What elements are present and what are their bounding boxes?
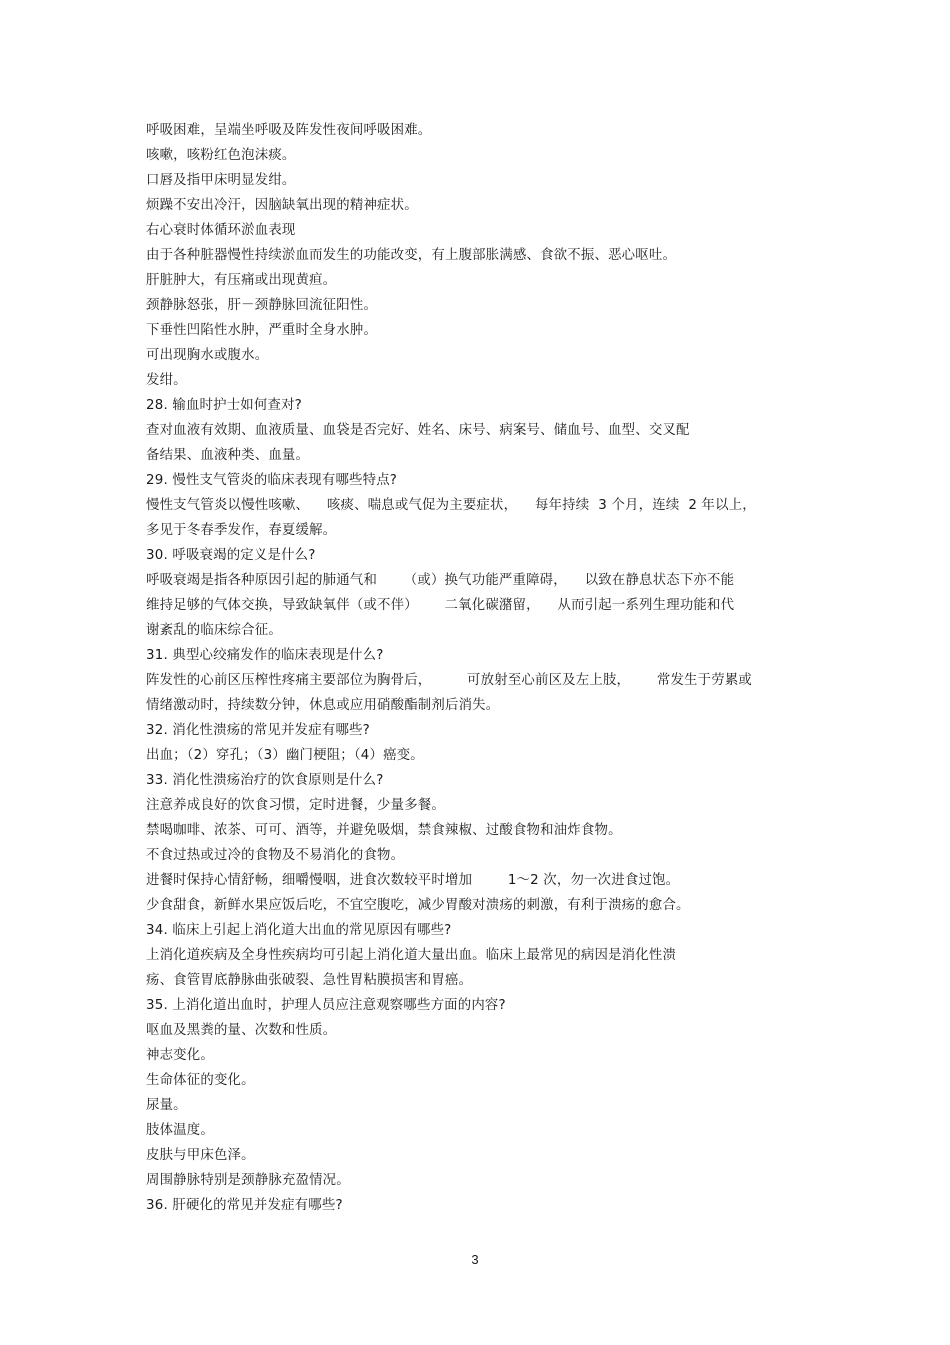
- text-line: 发绀。: [146, 373, 187, 388]
- text-line: 口唇及指甲床明显发绀。: [146, 173, 296, 188]
- text-line: 由于各种脏器慢性持续淤血而发生的功能改变，有上腹部胀满感、食欲不振、恶心呕吐。: [146, 248, 677, 263]
- text-line: 上消化道疾病及全身性疾病均可引起上消化道大量出血。临床上最常见的病因是消化性溃: [146, 948, 677, 963]
- text-line: 呕血及黑粪的量、次数和性质。: [146, 1023, 337, 1038]
- text-line: 33. 消化性溃疡治疗的饮食原则是什么?: [146, 773, 384, 788]
- text-line: 备结果、血液种类、血量。: [146, 448, 310, 463]
- text-line: 情绪激动时，持续数分钟，休息或应用硝酸酯制剂后消失。: [146, 698, 500, 713]
- text-line: 神志变化。: [146, 1048, 214, 1063]
- text-line: 36. 肝硬化的常见并发症有哪些?: [146, 1198, 343, 1213]
- text-line: 肝脏肿大，有压痛或出现黄疸。: [146, 273, 337, 288]
- text-line: 查对血液有效期、血液质量、血袋是否完好、姓名、床号、病案号、储血号、血型、交叉配: [146, 423, 690, 438]
- text-line: 生命体征的变化。: [146, 1073, 255, 1088]
- text-line: 慢性支气管炎以慢性咳嗽、 咳痰、喘息或气促为主要症状， 每年持续 3 个月，连续 2 年以上，: [146, 498, 756, 513]
- text-line: 35. 上消化道出血时，护理人员应注意观察哪些方面的内容?: [146, 998, 506, 1013]
- text-line: 右心衰时体循环淤血表现: [146, 223, 296, 238]
- text-line: 可出现胸水或腹水。: [146, 348, 269, 363]
- text-line: 32. 消化性溃疡的常见并发症有哪些?: [146, 723, 370, 738]
- text-line: 出血；（2）穿孔；（3）幽门梗阻；（4）癌变。: [146, 748, 424, 763]
- text-line: 颈静脉怒张，肝－颈静脉回流征阳性。: [146, 298, 378, 313]
- text-line: 少食甜食，新鲜水果应饭后吃，不宜空腹吃，减少胃酸对溃疡的刺激，有利于溃疡的愈合。: [146, 898, 690, 913]
- text-line: 进餐时保持心情舒畅，细嚼慢咽，进食次数较平时增加 1～2 次，勿一次进食过饱。: [146, 873, 680, 888]
- text-body: [146, 118, 826, 1218]
- text-line: 尿量。: [146, 1098, 187, 1113]
- page-number: 3: [471, 1252, 479, 1267]
- text-line: 31. 典型心绞痛发作的临床表现是什么?: [146, 648, 384, 663]
- text-line: 维持足够的气体交换，导致缺氧伴（或不伴） 二氧化碳潴留， 从而引起一系列生理功能和代: [146, 598, 735, 613]
- text-line: 29. 慢性支气管炎的临床表现有哪些特点?: [146, 473, 398, 488]
- text-line: 下垂性凹陷性水肿，严重时全身水肿。: [146, 323, 378, 338]
- text-line: 注意养成良好的饮食习惯，定时进餐，少量多餐。: [146, 798, 445, 813]
- text-line: 咳嗽，咳粉红色泡沫痰。: [146, 148, 296, 163]
- text-line: 34. 临床上引起上消化道大出血的常见原因有哪些?: [146, 923, 452, 938]
- text-line: 多见于冬春季发作，春夏缓解。: [146, 523, 337, 538]
- text-line: 疡、食管胃底静脉曲张破裂、急性胃粘膜损害和胃癌。: [146, 973, 473, 988]
- text-line: 呼吸衰竭是指各种原因引起的肺通气和 （或）换气功能严重障碍， 以致在静息状态下亦不能: [146, 573, 735, 588]
- text-line: 烦躁不安出冷汗，因脑缺氧出现的精神症状。: [146, 198, 418, 213]
- text-line: 肢体温度。: [146, 1123, 214, 1138]
- text-line: 谢紊乱的临床综合征。: [146, 623, 282, 638]
- text-line: 禁喝咖啡、浓茶、可可、酒等，并避免吸烟，禁食辣椒、过酸食物和油炸食物。: [146, 823, 622, 838]
- text-line: 30. 呼吸衰竭的定义是什么?: [146, 548, 316, 563]
- text-line: 皮肤与甲床色泽。: [146, 1148, 255, 1163]
- text-line: 呼吸困难，呈端坐呼吸及阵发性夜间呼吸困难。: [146, 123, 432, 138]
- text-line: 周围静脉特别是颈静脉充盈情况。: [146, 1173, 350, 1188]
- text-line: 阵发性的心前区压榨性疼痛主要部位为胸骨后， 可放射至心前区及左上肢， 常发生于劳累或: [146, 673, 753, 688]
- text-line: 不食过热或过冷的食物及不易消化的食物。: [146, 848, 405, 863]
- text-line: 28. 输血时护士如何查对?: [146, 398, 302, 413]
